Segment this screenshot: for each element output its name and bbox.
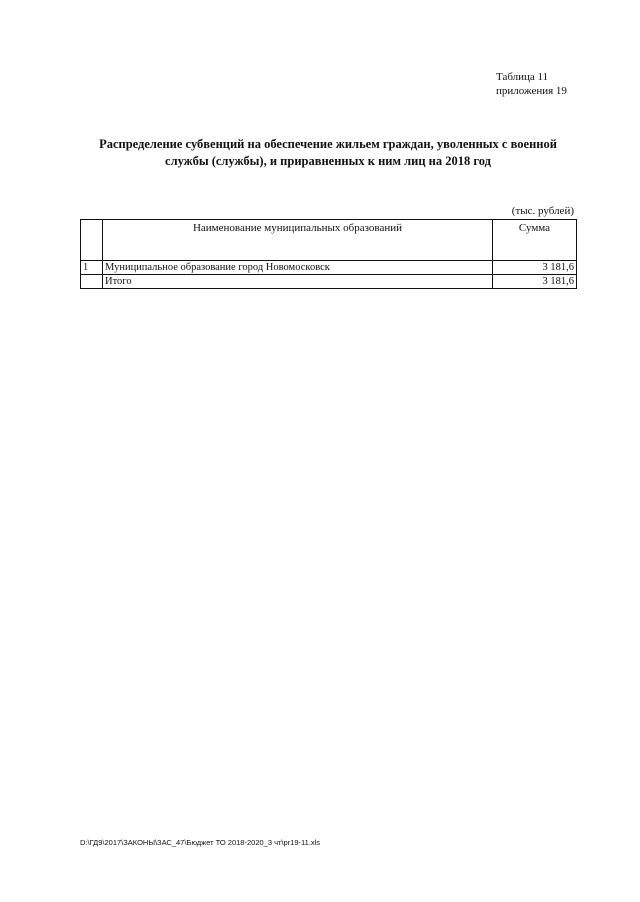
table-total-row: [81, 275, 577, 289]
header-name-cell: Наименование муниципальных образований: [103, 220, 493, 261]
file-path-footer: D:\ГД9\2017\ЗАКОНЫ\ЗАС_47\Бюджет ТО 2018-2020_3 чт\pr19-11.xls: [80, 838, 321, 847]
title-line-2: службы (службы), и приравненных к ним лиц на 2018 год: [165, 154, 491, 168]
row-name-cell: Муниципальное образование город Новомосковск: [103, 261, 493, 275]
units-label: (тыс. рублей): [511, 205, 574, 217]
total-sum-cell: 3 181,6: [493, 275, 577, 289]
header-number-cell: [81, 220, 103, 261]
document-title: [90, 136, 566, 170]
table-header-row: [81, 220, 577, 261]
row-number-cell: 1: [81, 261, 103, 275]
distribution-table: [80, 219, 577, 289]
row-sum-cell: 3 181,6: [493, 261, 577, 275]
table-number-label: Таблица 11: [496, 71, 549, 83]
title-line-1: Распределение субвенций на обеспечение жильем граждан, уволенных с военной: [99, 137, 557, 151]
total-number-cell: [81, 275, 103, 289]
table-reference: [496, 70, 567, 98]
appendix-label: приложения 19: [496, 85, 567, 97]
total-label-cell: Итого: [103, 275, 493, 289]
table-row: [81, 261, 577, 275]
header-sum-cell: Сумма: [493, 220, 577, 261]
